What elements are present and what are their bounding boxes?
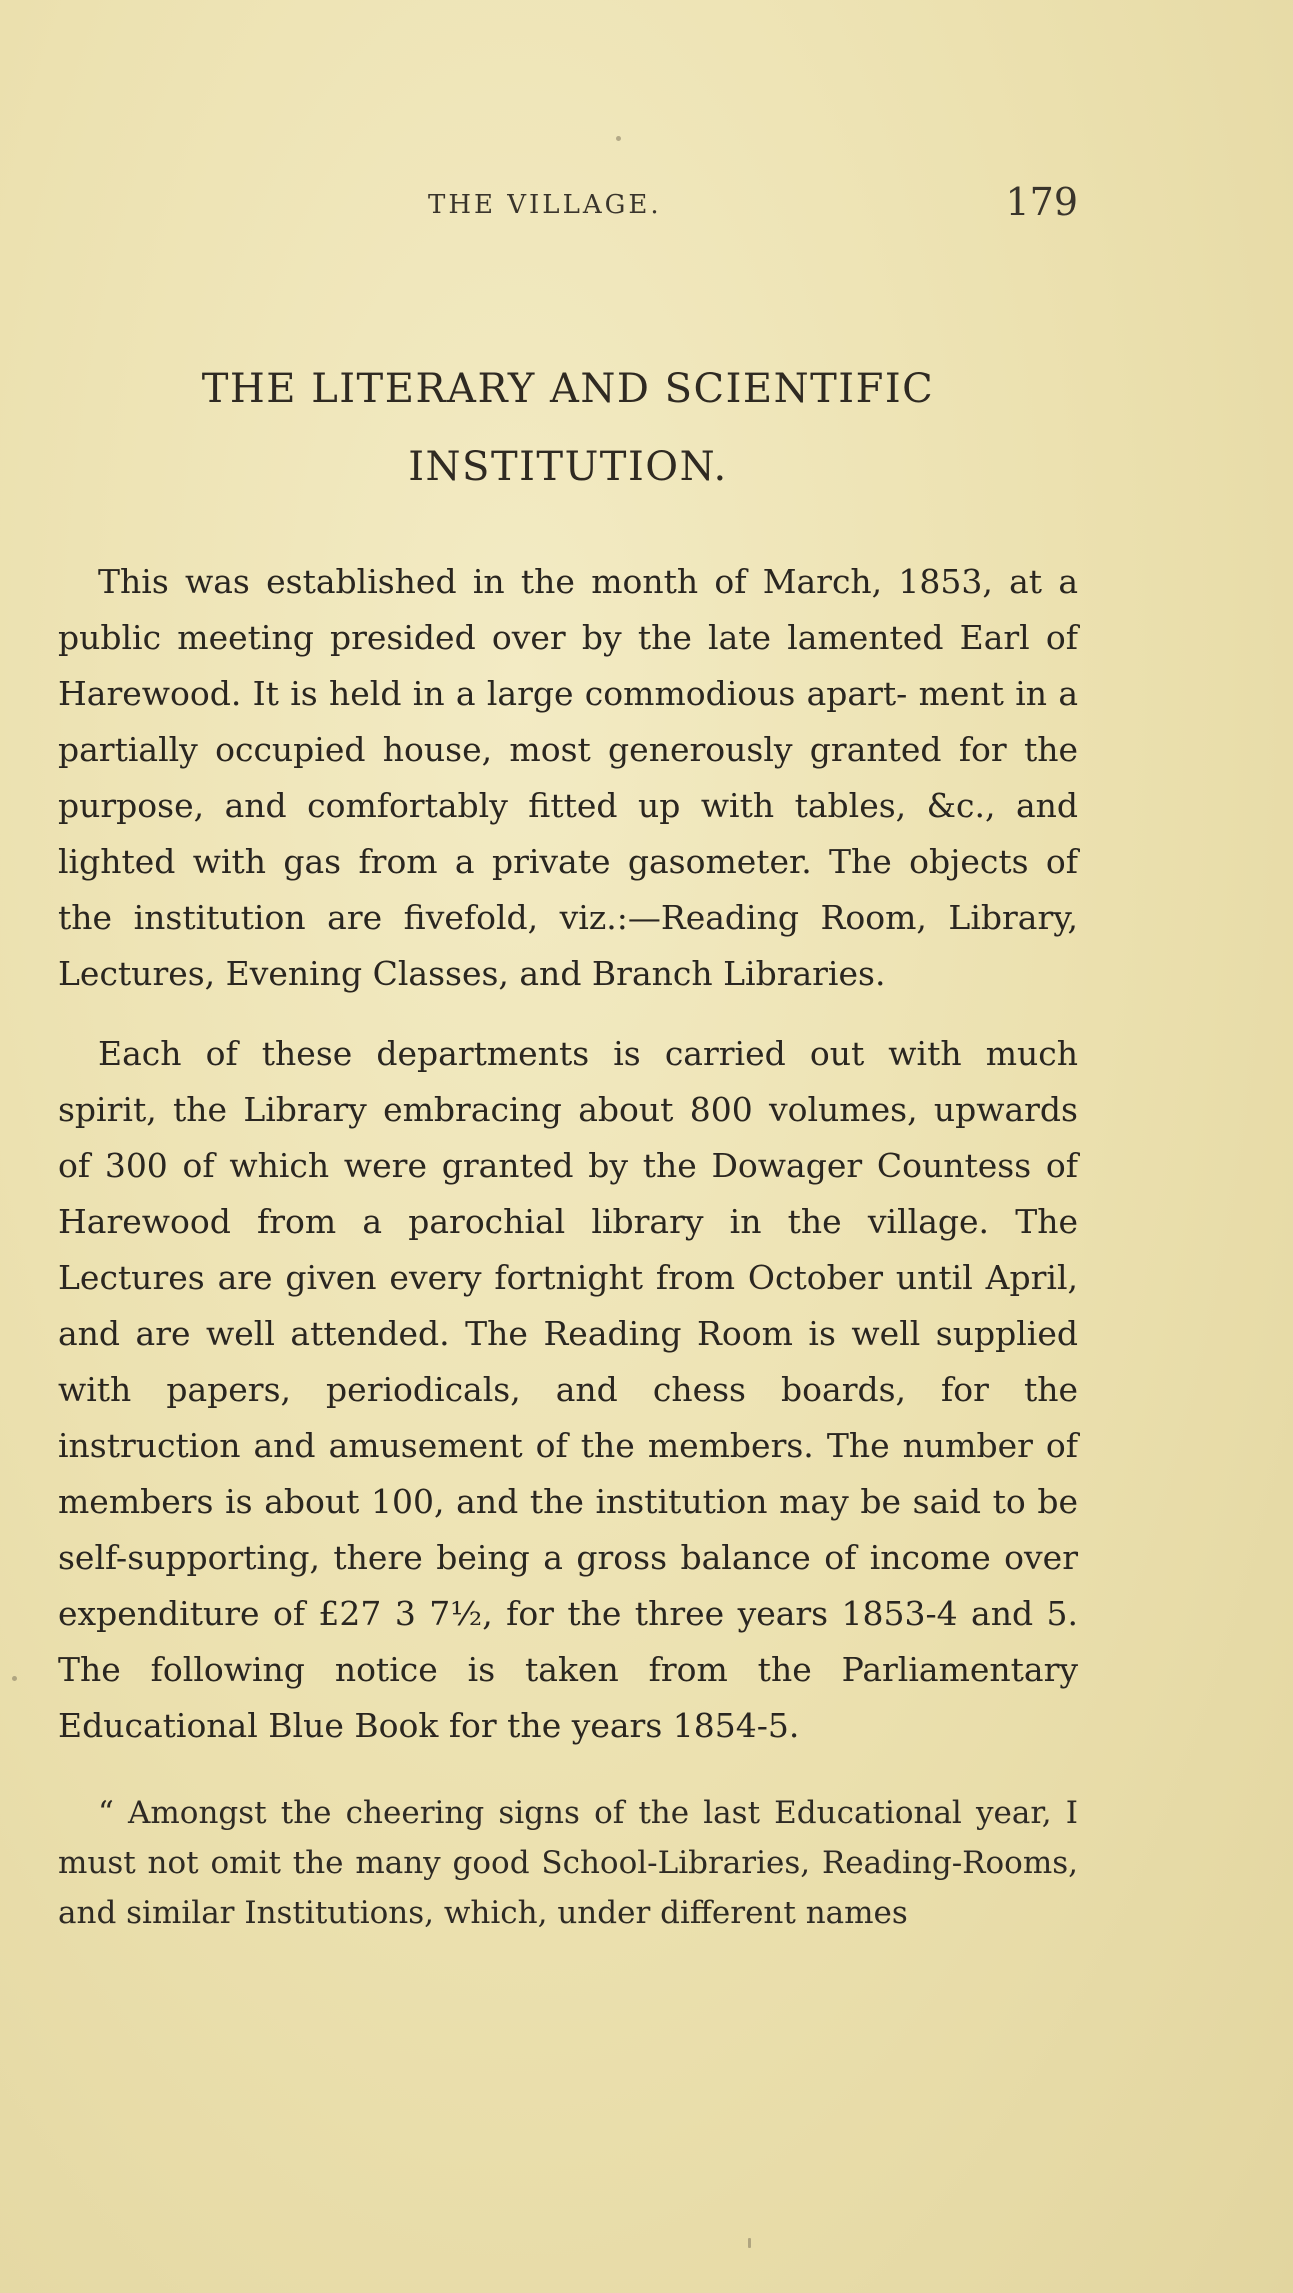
book-page: [58, 180, 1078, 1969]
page-number: 179: [1005, 180, 1078, 224]
paper-speck: [616, 136, 621, 141]
running-header: [58, 180, 1078, 240]
body-text: [58, 554, 1078, 1754]
chapter-heading-line-2: INSTITUTION.: [408, 444, 728, 490]
running-title: THE VILLAGE.: [428, 190, 662, 220]
paper-speck: [12, 1676, 17, 1681]
chapter-heading-line-1: THE LITERARY AND SCIENTIFIC: [201, 366, 935, 412]
paragraph-1: This was established in the month of March, 1853, at a public meeting presided over by the late lamented Earl of Harewood. It is held in a large commodious apart- ment in a partially occupied house, most generously granted for the purpose, and comfortably fitted up with tables, &c., and lighted with gas from a private gasometer. The objects of the institution are fivefold, viz.:—Reading Room, Library, Lectures, Evening Classes, and Branch Libraries.: [58, 562, 1078, 993]
chapter-heading: [58, 350, 1078, 506]
paragraph-2: Each of these departments is carried out with much spirit, the Library embracing about 800 volumes, upwards of 300 of which were granted by the Dowager Countess of Harewood from a parochial library in the village. The Lectures are given every fortnight from October until April, and are well attended. The Reading Room is well supplied with papers, periodicals, and chess boards, for the instruction and amusement of the members. The number of members is about 100, and the institution may be said to be self-supporting, there being a gross balance of income over expenditure of £27 3 7½, for the three years 1853-4 and 5. The following notice is taken from the Parliamentary Educational Blue Book for the years 1854-5.: [58, 1034, 1078, 1745]
quotation: “ Amongst the cheering signs of the last Educational year, I must not omit the many good School-Libraries, Reading-Rooms, and similar Institutions, which, under different names: [58, 1795, 1078, 1931]
paper-speck: [748, 2238, 751, 2248]
